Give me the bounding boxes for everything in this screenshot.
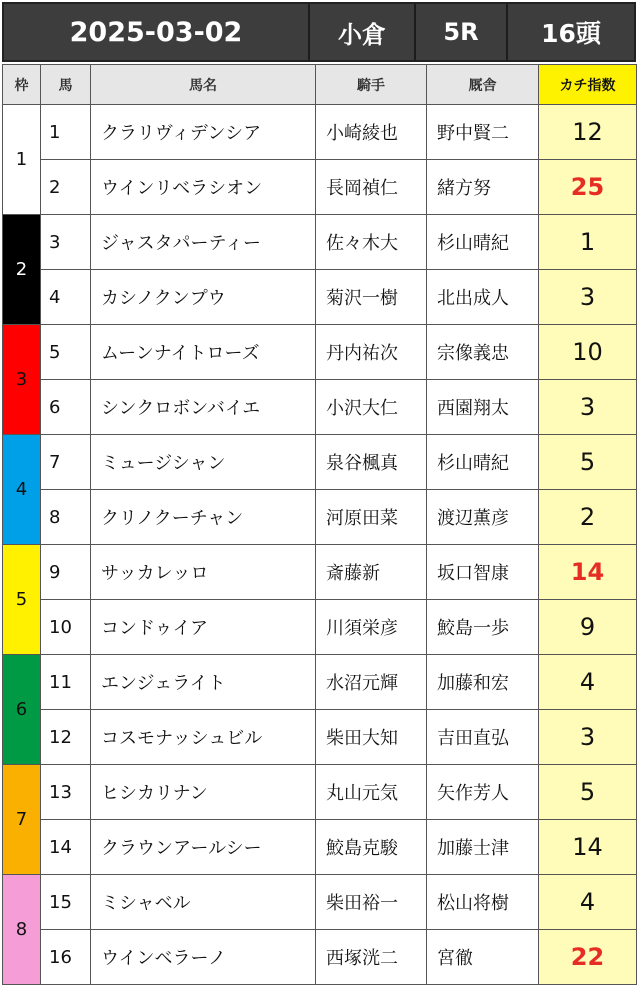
col-header-uma: 馬 bbox=[41, 65, 91, 105]
horse-name-cell: ミシャベル bbox=[91, 875, 316, 930]
col-header-jockey: 騎手 bbox=[316, 65, 427, 105]
kachi-index-cell: 4 bbox=[539, 655, 637, 710]
kachi-index-cell: 2 bbox=[539, 490, 637, 545]
table-row bbox=[3, 270, 637, 325]
table-row bbox=[3, 655, 637, 710]
waku-cell: 3 bbox=[3, 325, 41, 435]
race-number: 5R bbox=[416, 4, 508, 60]
horse-name-cell: エンジェライト bbox=[91, 655, 316, 710]
uma-cell: 16 bbox=[41, 930, 91, 985]
kachi-index-cell: 4 bbox=[539, 875, 637, 930]
runner-count: 16頭 bbox=[541, 19, 601, 48]
kachi-index-cell: 3 bbox=[539, 380, 637, 435]
waku-cell: 4 bbox=[3, 435, 41, 545]
uma-cell: 5 bbox=[41, 325, 91, 380]
trainer-cell: 北出成人 bbox=[427, 270, 539, 325]
trainer-cell: 野中賢二 bbox=[427, 105, 539, 160]
waku-cell: 6 bbox=[3, 655, 41, 765]
waku-cell: 7 bbox=[3, 765, 41, 875]
jockey-cell: 小沢大仁 bbox=[316, 380, 427, 435]
uma-cell: 12 bbox=[41, 710, 91, 765]
uma-cell: 7 bbox=[41, 435, 91, 490]
waku-cell: 1 bbox=[3, 105, 41, 215]
jockey-cell: 泉谷楓真 bbox=[316, 435, 427, 490]
jockey-cell: 長岡禎仁 bbox=[316, 160, 427, 215]
jockey-cell: 柴田裕一 bbox=[316, 875, 427, 930]
table-row bbox=[3, 875, 637, 930]
uma-cell: 14 bbox=[41, 820, 91, 875]
trainer-cell: 宗像義忠 bbox=[427, 325, 539, 380]
trainer-cell: 松山将樹 bbox=[427, 875, 539, 930]
table-row bbox=[3, 710, 637, 765]
horse-name-cell: ウインリベラシオン bbox=[91, 160, 316, 215]
horse-name-cell: クラリヴィデンシア bbox=[91, 105, 316, 160]
entry-rows bbox=[3, 105, 637, 985]
table-row bbox=[3, 600, 637, 655]
kachi-index-cell: 22 bbox=[539, 930, 637, 985]
trainer-cell: 鮫島一歩 bbox=[427, 600, 539, 655]
uma-cell: 15 bbox=[41, 875, 91, 930]
jockey-cell: 丸山元気 bbox=[316, 765, 427, 820]
kachi-index-cell: 1 bbox=[539, 215, 637, 270]
jockey-cell: 丹内祐次 bbox=[316, 325, 427, 380]
uma-cell: 4 bbox=[41, 270, 91, 325]
horse-name-cell: コンドゥイア bbox=[91, 600, 316, 655]
table-row bbox=[3, 545, 637, 600]
table-row bbox=[3, 820, 637, 875]
kachi-index-cell: 9 bbox=[539, 600, 637, 655]
jockey-cell: 佐々木大 bbox=[316, 215, 427, 270]
uma-cell: 8 bbox=[41, 490, 91, 545]
kachi-index-cell: 12 bbox=[539, 105, 637, 160]
uma-cell: 10 bbox=[41, 600, 91, 655]
kachi-index-cell: 14 bbox=[539, 820, 637, 875]
kachi-index-cell: 5 bbox=[539, 435, 637, 490]
table-row bbox=[3, 765, 637, 820]
table-row bbox=[3, 930, 637, 985]
table-row bbox=[3, 105, 637, 160]
horse-name-cell: ジャスタパーティー bbox=[91, 215, 316, 270]
trainer-cell: 矢作芳人 bbox=[427, 765, 539, 820]
uma-cell: 13 bbox=[41, 765, 91, 820]
horse-name-cell: シンクロボンバイエ bbox=[91, 380, 316, 435]
horse-name-cell: ヒシカリナン bbox=[91, 765, 316, 820]
trainer-cell: 杉山晴紀 bbox=[427, 435, 539, 490]
table-row bbox=[3, 160, 637, 215]
uma-cell: 9 bbox=[41, 545, 91, 600]
trainer-cell: 加藤和宏 bbox=[427, 655, 539, 710]
uma-cell: 6 bbox=[41, 380, 91, 435]
jockey-cell: 水沼元輝 bbox=[316, 655, 427, 710]
trainer-cell: 緒方努 bbox=[427, 160, 539, 215]
horse-name-cell: ウインベラーノ bbox=[91, 930, 316, 985]
waku-cell: 2 bbox=[3, 215, 41, 325]
table-row bbox=[3, 435, 637, 490]
trainer-cell: 吉田直弘 bbox=[427, 710, 539, 765]
jockey-cell: 小崎綾也 bbox=[316, 105, 427, 160]
trainer-cell: 坂口智康 bbox=[427, 545, 539, 600]
jockey-cell: 西塚洸二 bbox=[316, 930, 427, 985]
kachi-index-cell: 3 bbox=[539, 270, 637, 325]
horse-name-cell: クリノクーチャン bbox=[91, 490, 316, 545]
race-header bbox=[2, 2, 636, 62]
waku-cell: 8 bbox=[3, 875, 41, 985]
kachi-index-cell: 25 bbox=[539, 160, 637, 215]
uma-cell: 1 bbox=[41, 105, 91, 160]
entry-table bbox=[2, 64, 637, 985]
uma-cell: 3 bbox=[41, 215, 91, 270]
table-row bbox=[3, 215, 637, 270]
trainer-cell: 加藤士津 bbox=[427, 820, 539, 875]
trainer-cell: 西園翔太 bbox=[427, 380, 539, 435]
uma-cell: 2 bbox=[41, 160, 91, 215]
jockey-cell: 菊沢一樹 bbox=[316, 270, 427, 325]
horse-name-cell: クラウンアールシー bbox=[91, 820, 316, 875]
race-date: 2025-03-02 bbox=[4, 4, 310, 60]
col-header-waku: 枠 bbox=[3, 65, 41, 105]
waku-cell: 5 bbox=[3, 545, 41, 655]
trainer-cell: 杉山晴紀 bbox=[427, 215, 539, 270]
table-row bbox=[3, 490, 637, 545]
jockey-cell: 斎藤新 bbox=[316, 545, 427, 600]
kachi-index-cell: 3 bbox=[539, 710, 637, 765]
uma-cell: 11 bbox=[41, 655, 91, 710]
kachi-index-cell: 14 bbox=[539, 545, 637, 600]
jockey-cell: 河原田菜 bbox=[316, 490, 427, 545]
table-row bbox=[3, 380, 637, 435]
col-header-kachi: カチ指数 bbox=[539, 65, 637, 105]
horse-name-cell: カシノクンプウ bbox=[91, 270, 316, 325]
jockey-cell: 柴田大知 bbox=[316, 710, 427, 765]
jockey-cell: 鮫島克駿 bbox=[316, 820, 427, 875]
horse-name-cell: ムーンナイトローズ bbox=[91, 325, 316, 380]
horse-name-cell: サッカレッロ bbox=[91, 545, 316, 600]
jockey-cell: 川須栄彦 bbox=[316, 600, 427, 655]
table-row bbox=[3, 325, 637, 380]
col-header-name: 馬名 bbox=[91, 65, 316, 105]
horse-name-cell: コスモナッシュビル bbox=[91, 710, 316, 765]
col-header-trainer: 厩舎 bbox=[427, 65, 539, 105]
race-venue: 小倉 bbox=[310, 4, 416, 60]
kachi-index-cell: 10 bbox=[539, 325, 637, 380]
table-header-row bbox=[3, 65, 637, 105]
trainer-cell: 宮徹 bbox=[427, 930, 539, 985]
kachi-index-cell: 5 bbox=[539, 765, 637, 820]
horse-name-cell: ミュージシャン bbox=[91, 435, 316, 490]
trainer-cell: 渡辺薫彦 bbox=[427, 490, 539, 545]
